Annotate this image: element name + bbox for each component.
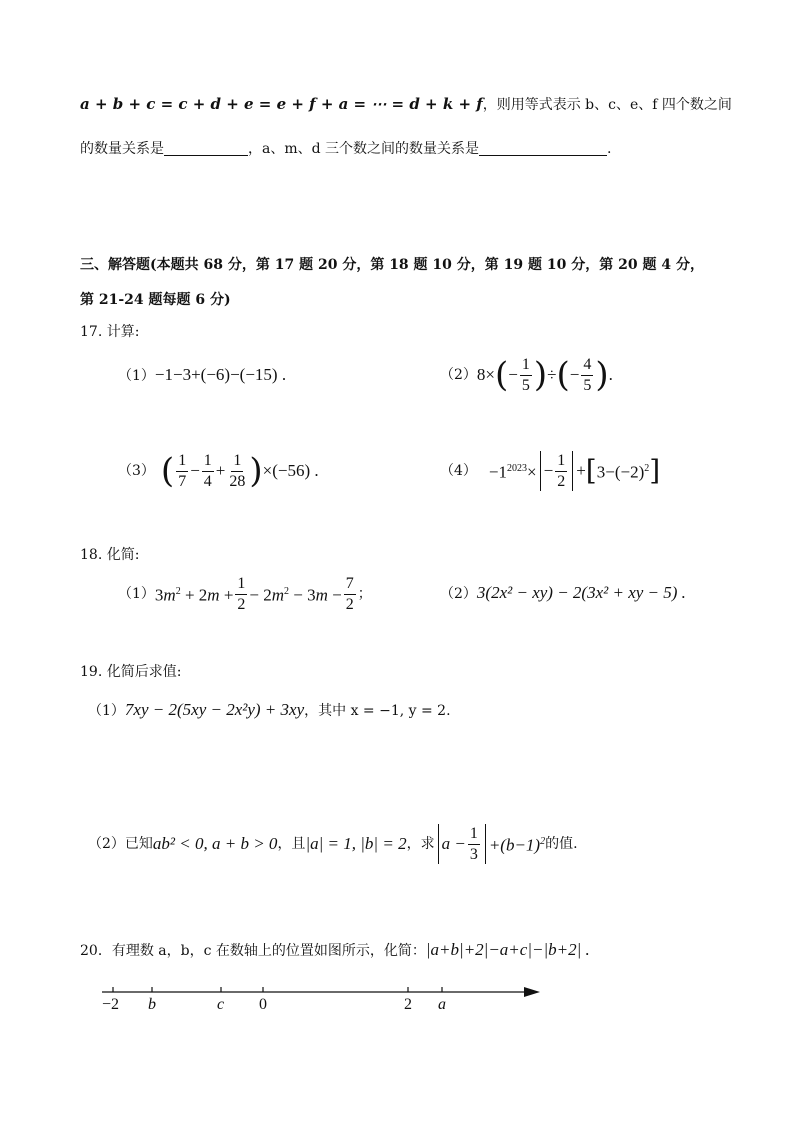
intro-line-1 xyxy=(80,94,732,115)
q19-p1-label: （1） xyxy=(88,703,125,719)
q18-part2 xyxy=(440,583,686,604)
axis-label-2: 2 xyxy=(404,996,412,1013)
q17-part1 xyxy=(118,365,286,386)
q17-p3-label: （3） xyxy=(118,463,155,479)
intro-text-1: ，则用等式表示 b、c、e、f 四个数之间 xyxy=(482,97,732,113)
intro-line-2 xyxy=(80,139,612,159)
q18-p1-label: （1） xyxy=(118,586,155,602)
q20-expr: |a+b|+2|−a+c|−|b+2| . xyxy=(425,940,590,959)
q19-p1-expr: 7xy − 2(5xy − 2x²y) + 3xy xyxy=(124,700,305,719)
q18-p2-expr: 3(2x² − xy) − 2(3x² + xy − 5) . xyxy=(476,583,686,602)
answer-blank-1[interactable] xyxy=(164,155,248,156)
axis-label-a: a xyxy=(438,996,446,1013)
axis-label-neg2: −2 xyxy=(102,996,120,1013)
q17-part2: （2） 8× ( − $\frac{1}{5}$ ) ÷ ( − $\frac{4}{5}$ ) . xyxy=(440,355,613,395)
q17-title: 17. 计算: xyxy=(80,324,140,340)
axis-label-b: b xyxy=(148,996,156,1013)
q19-p2-cond2: ，且 xyxy=(277,836,306,852)
intro-equation: a + b + c = c + d + e = e + f + a = ⋯ = d + k + f xyxy=(80,95,483,113)
q19-part2: （2）已知 ab² < 0, a + b > 0 ，且 |a| = 1, |b| = 2 ，求 a − $\frac{1}{3}$ $+(b-1)^2$ 的值. xyxy=(88,824,578,863)
q18-part1: （1） $3m^2 + 2m$ + $\frac{1}{2}$ − $2m^2 - 3m$ − $\frac{7}{2}$ ； xyxy=(118,574,372,613)
section-heading-2: 第 21-24 题每题 6 分) xyxy=(80,292,231,308)
q19-title: 19. 化简后求值: xyxy=(80,664,182,680)
q19-p2-tail: 的值. xyxy=(545,836,578,852)
q18-title: 18. 化简: xyxy=(80,547,140,563)
q19-p2-cond1: ab² < 0, a + b > 0 xyxy=(152,834,278,853)
axis-label-c: c xyxy=(217,996,225,1013)
q17-p1-expr: −1−3+(−6)−(−15) . xyxy=(154,365,287,384)
answer-blank-2[interactable] xyxy=(479,155,607,156)
intro-text-2: 的数量关系是 xyxy=(80,141,164,157)
axis-label-0: 0 xyxy=(259,996,267,1013)
fraction: $\frac{4}{5}$ xyxy=(583,355,592,394)
q18-p2-label: （2） xyxy=(440,586,477,602)
number-line xyxy=(100,980,550,1000)
intro-period: . xyxy=(607,141,612,157)
fraction: $\frac{1}{5}$ xyxy=(521,355,530,394)
section-heading-1: 三、解答题(本题共 68 分，第 17 题 20 分，第 18 题 10 分，第 19 题 10 分，第 20 题 4 分， xyxy=(80,257,704,273)
q17-part3: （3） ( $\frac{1}{7}$ − $\frac{1}{4}$ + $\frac{1}{28}$ ) ×(−56) . xyxy=(118,451,319,491)
q20-title: 20．有理数 a，b，c 在数轴上的位置如图所示，化简： xyxy=(80,943,426,959)
q19-p2-abs: |a| = 1, |b| = 2 xyxy=(305,834,407,853)
q17-p2-label: （2） xyxy=(440,367,477,383)
q17-p1-label: （1） xyxy=(118,368,155,384)
number-line-arrow xyxy=(524,987,540,997)
intro-text-3: ，a、m、d 三个数之间的数量关系是 xyxy=(248,141,480,157)
q17-part4: （4） $-1^{2023}\times$ − $\frac{1}{2}$ + [ $3-(-2)^2$ ] xyxy=(440,451,661,490)
q20-title-line xyxy=(80,940,590,961)
q17-p4-label: （4） xyxy=(440,463,477,479)
q19-part1 xyxy=(88,700,451,721)
q19-p2-label: （2）已知 xyxy=(88,836,153,852)
q19-p2-ask: ，求 xyxy=(406,836,435,852)
q19-p1-cond: ，其中 x = −1, y = 2. xyxy=(304,703,451,719)
